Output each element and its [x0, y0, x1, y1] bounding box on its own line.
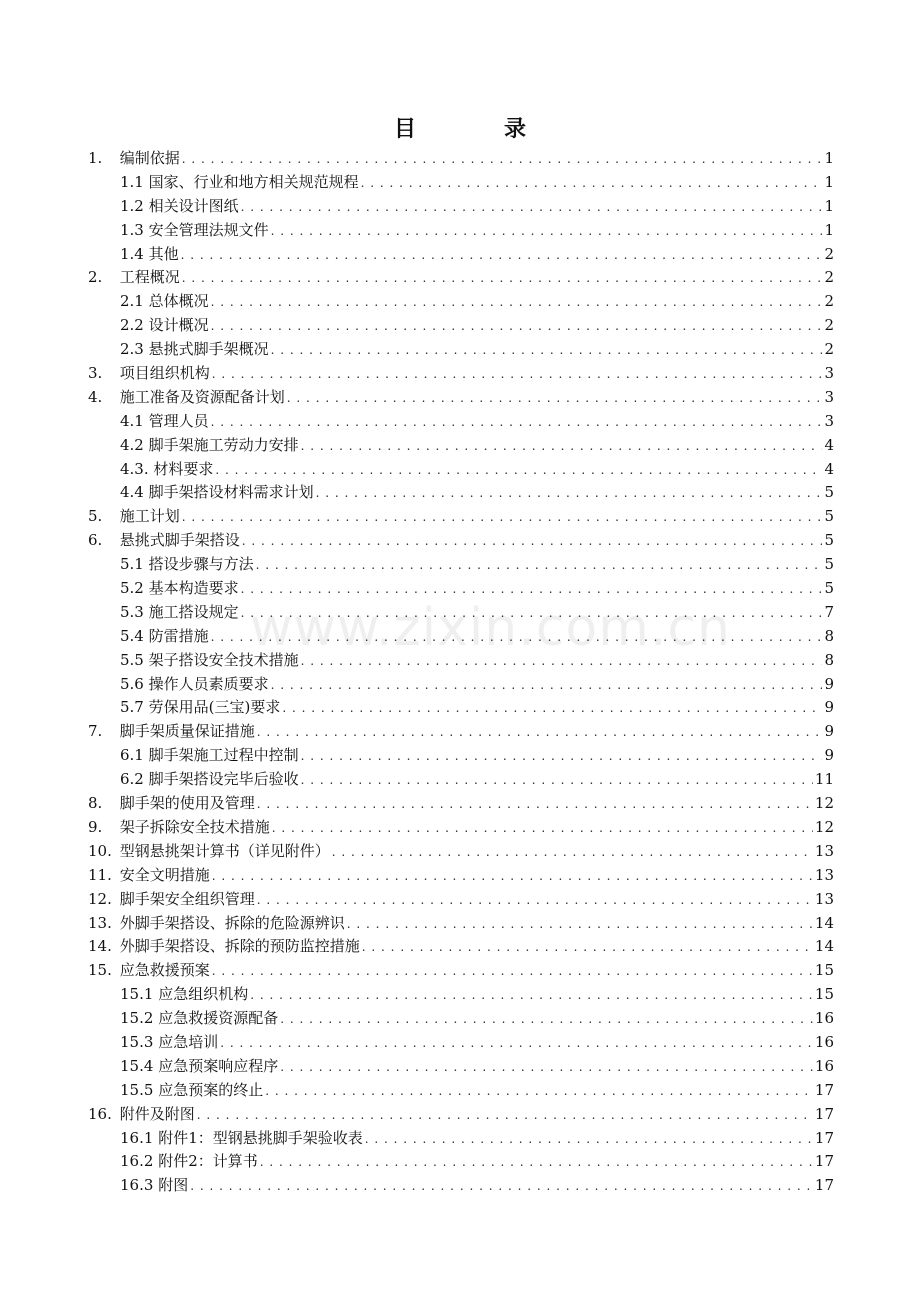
toc-leader-dots — [212, 362, 823, 387]
toc-page-number: 17 — [814, 1152, 834, 1171]
toc-entry-section[interactable] — [88, 983, 834, 1007]
toc-entry-label: 外脚手架搭设、拆除的危险源辨识 — [119, 913, 345, 932]
toc-page-number: 2 — [824, 316, 834, 335]
toc-entry-number: 9. — [88, 817, 103, 836]
toc-entry-label: 施工准备及资源配备计划 — [119, 387, 285, 406]
toc-entry-label: 操作人员素质要求 — [148, 674, 269, 693]
toc-leader-dots — [182, 147, 823, 172]
toc-page-number: 2 — [824, 244, 834, 263]
toc-entry-number: 15.1 — [120, 985, 154, 1004]
toc-entry-number: 6.2 — [120, 770, 144, 789]
toc-entry-label: 悬挑式脚手架概况 — [148, 340, 269, 359]
toc-entry-chapter[interactable] — [88, 386, 834, 410]
toc-entry-label: 外脚手架搭设、拆除的预防监控措施 — [119, 937, 360, 956]
toc-entry-number: 1.4 — [120, 244, 144, 263]
toc-entry-label: 脚手架安全组织管理 — [119, 889, 255, 908]
toc-leader-dots — [220, 1031, 813, 1056]
toc-entry-number: 10. — [88, 841, 112, 860]
toc-title-char-1: 目 — [393, 116, 416, 142]
toc-leader-dots — [256, 553, 823, 578]
toc-page-number: 9 — [824, 674, 834, 693]
toc-page-number: 14 — [814, 937, 834, 956]
toc-entry-section[interactable] — [88, 171, 834, 195]
toc-leader-dots — [287, 386, 823, 411]
toc-entry-label: 附件1：型钢悬挑脚手架验收表 — [158, 1128, 363, 1147]
toc-entry-chapter[interactable] — [88, 792, 834, 816]
toc-entry-section[interactable] — [88, 410, 834, 434]
toc-entry-label: 应急预案的终止 — [158, 1080, 264, 1099]
toc-entry-number: 15.3 — [120, 1032, 154, 1051]
toc-entry-label: 应急预案响应程序 — [158, 1056, 279, 1075]
toc-entry-section[interactable] — [88, 768, 834, 792]
toc-page-number: 5 — [824, 555, 834, 574]
toc-leader-dots — [212, 959, 813, 984]
toc-leader-dots — [215, 458, 822, 483]
toc-entry-chapter[interactable] — [88, 505, 834, 529]
toc-entry-number: 16.1 — [120, 1128, 154, 1147]
toc-entry-number: 12. — [88, 889, 112, 908]
toc-entry-section[interactable] — [88, 195, 834, 219]
toc-page-number: 1 — [824, 172, 834, 191]
toc-page-number: 5 — [824, 483, 834, 502]
toc-entry-number: 5.1 — [120, 555, 144, 574]
toc-page-number: 5 — [824, 507, 834, 526]
toc-page-number: 17 — [814, 1128, 834, 1147]
toc-page-number: 3 — [824, 411, 834, 430]
toc-entry-section[interactable] — [88, 1031, 834, 1055]
toc-entry-chapter[interactable] — [88, 362, 834, 386]
toc-entry-number: 14. — [88, 937, 112, 956]
toc-page-number: 2 — [824, 292, 834, 311]
toc-entry-number: 2. — [88, 268, 103, 287]
toc-leader-dots — [257, 888, 813, 913]
toc-leader-dots — [241, 195, 823, 220]
toc-entry-section[interactable] — [88, 673, 834, 697]
toc-entry-section[interactable] — [88, 1150, 834, 1174]
toc-entry-label: 基本构造要求 — [148, 579, 239, 598]
toc-leader-dots — [362, 935, 813, 960]
toc-leader-dots — [257, 720, 823, 745]
toc-entry-section[interactable] — [88, 1055, 834, 1079]
toc-page-number: 16 — [814, 1032, 834, 1051]
toc-leader-dots — [271, 338, 823, 363]
toc-leader-dots — [280, 1007, 813, 1032]
toc-page-number: 15 — [814, 985, 834, 1004]
toc-entry-number: 16.3 — [120, 1176, 154, 1195]
toc-entry-chapter[interactable] — [88, 816, 834, 840]
toc-page-number: 13 — [814, 889, 834, 908]
toc-leader-dots — [271, 673, 823, 698]
toc-entry-label: 国家、行业和地方相关规范规程 — [148, 172, 359, 191]
toc-entry-section[interactable] — [88, 1127, 834, 1151]
toc-page-number: 5 — [824, 579, 834, 598]
toc-entry-section[interactable] — [88, 601, 834, 625]
toc-entry-label: 脚手架的使用及管理 — [119, 794, 255, 813]
toc-entry-section[interactable] — [88, 1079, 834, 1103]
toc-entry-chapter[interactable] — [88, 720, 834, 744]
toc-entry-number: 4. — [88, 387, 103, 406]
toc-entry-label: 防雷措施 — [148, 626, 209, 645]
toc-entry-label: 其他 — [148, 244, 179, 263]
toc-entry-section[interactable] — [88, 1174, 834, 1198]
toc-entry-label: 脚手架搭设完毕后验收 — [148, 770, 299, 789]
toc-page-number: 12 — [814, 817, 834, 836]
toc-leader-dots — [181, 243, 823, 268]
toc-entry-section[interactable] — [88, 219, 834, 243]
toc-entry-number: 6.1 — [120, 746, 144, 765]
toc-entry-section[interactable] — [88, 314, 834, 338]
toc-leader-dots — [211, 314, 823, 339]
toc-entry-label: 设计概况 — [148, 316, 209, 335]
toc-entry-label: 材料要求 — [153, 459, 214, 478]
toc-entry-number: 5.2 — [120, 579, 144, 598]
toc-leader-dots — [272, 816, 813, 841]
toc-page-number: 17 — [814, 1104, 834, 1123]
toc-entry-section[interactable] — [88, 243, 834, 267]
toc-leader-dots — [197, 1103, 813, 1128]
toc-entry-label: 项目组织机构 — [119, 364, 210, 383]
toc-page-number: 9 — [824, 698, 834, 717]
toc-leader-dots — [260, 1150, 813, 1175]
toc-leader-dots — [211, 625, 823, 650]
toc-entry-label: 应急培训 — [158, 1032, 219, 1051]
toc-page-number: 5 — [824, 531, 834, 550]
toc-entry-number: 5. — [88, 507, 103, 526]
toc-page-number: 16 — [814, 1056, 834, 1075]
watermark: www.zixin.com.cn — [250, 598, 731, 658]
toc-leader-dots — [257, 792, 813, 817]
toc-entry-label: 架子拆除安全技术措施 — [119, 817, 270, 836]
toc-entry-number: 4.2 — [120, 435, 144, 454]
toc-leader-dots — [242, 529, 823, 554]
toc-leader-dots — [241, 601, 823, 626]
toc-page-number: 15 — [814, 961, 834, 980]
toc-entry-number: 15.5 — [120, 1080, 154, 1099]
toc-entry-number: 16.2 — [120, 1152, 154, 1171]
toc-entry-number: 3. — [88, 364, 103, 383]
toc-page-number: 11 — [814, 770, 834, 789]
toc-page-number: 13 — [814, 865, 834, 884]
toc-entry-number: 7. — [88, 722, 103, 741]
toc-page-number: 16 — [814, 1009, 834, 1028]
toc-entry-number: 1. — [88, 149, 103, 167]
toc-entry-section[interactable] — [88, 290, 834, 314]
toc-page-number: 1 — [824, 149, 834, 167]
toc-page-number: 2 — [824, 340, 834, 359]
toc-leader-dots — [212, 864, 813, 889]
toc-entry-label: 附件2：计算书 — [158, 1152, 258, 1171]
toc-leader-dots — [250, 983, 813, 1008]
toc-entry-chapter[interactable] — [88, 888, 834, 912]
toc-entry-section[interactable] — [88, 649, 834, 673]
toc-entry-label: 编制依据 — [119, 149, 180, 167]
toc-title-char-2: 录 — [504, 116, 527, 142]
toc-page-number: 4 — [824, 435, 834, 454]
toc-entry-label: 型钢悬挑架计算书（详见附件） — [119, 841, 330, 860]
toc-leader-dots — [182, 266, 823, 291]
toc-entry-number: 15.4 — [120, 1056, 154, 1075]
toc-entry-number: 1.2 — [120, 196, 144, 215]
toc-entry-label: 附图 — [158, 1176, 189, 1195]
toc-entry-label: 应急救援预案 — [119, 961, 210, 980]
toc-page-number: 17 — [814, 1176, 834, 1195]
toc-page-number: 12 — [814, 794, 834, 813]
toc-page-number: 8 — [824, 626, 834, 645]
toc-leader-dots — [271, 219, 823, 244]
toc-entry-number: 2.2 — [120, 316, 144, 335]
toc-entry-label: 劳保用品(三宝)要求 — [148, 698, 281, 717]
toc-entry-label: 搭设步骤与方法 — [148, 555, 254, 574]
toc-leader-dots — [280, 1055, 813, 1080]
toc-entry-label: 总体概况 — [148, 292, 209, 311]
toc-entry-label: 附件及附图 — [119, 1104, 195, 1123]
toc-entry-section[interactable] — [88, 553, 834, 577]
toc-entry-chapter[interactable] — [88, 1103, 834, 1127]
toc-page-number: 2 — [824, 268, 834, 287]
toc-page-number: 14 — [814, 913, 834, 932]
toc-leader-dots — [301, 434, 823, 459]
toc-entry-number: 5.3 — [120, 602, 144, 621]
toc-entry-chapter[interactable] — [88, 840, 834, 864]
toc-page-number: 9 — [824, 722, 834, 741]
toc-entry-chapter[interactable] — [88, 147, 834, 171]
table-of-contents — [88, 147, 834, 1198]
toc-entry-number: 6. — [88, 531, 103, 550]
toc-entry-label: 管理人员 — [148, 411, 209, 430]
toc-entry-number: 15. — [88, 961, 112, 980]
toc-leader-dots — [301, 649, 823, 674]
toc-page-number: 4 — [824, 459, 834, 478]
toc-title — [0, 112, 920, 143]
toc-entry-number: 5.6 — [120, 674, 144, 693]
toc-leader-dots — [361, 171, 823, 196]
toc-entry-number: 2.1 — [120, 292, 144, 311]
toc-entry-number: 5.5 — [120, 650, 144, 669]
toc-page-number: 17 — [814, 1080, 834, 1099]
toc-entry-number: 4.1 — [120, 411, 144, 430]
toc-page-number: 3 — [824, 387, 834, 406]
toc-leader-dots — [332, 840, 813, 865]
toc-entry-number: 11. — [88, 865, 112, 884]
toc-entry-label: 应急组织机构 — [158, 985, 249, 1004]
toc-entry-chapter[interactable] — [88, 959, 834, 983]
toc-leader-dots — [190, 1174, 813, 1199]
toc-entry-chapter[interactable] — [88, 935, 834, 959]
toc-entry-section[interactable] — [88, 744, 834, 768]
toc-entry-section[interactable] — [88, 458, 834, 482]
toc-page-number: 3 — [824, 364, 834, 383]
toc-page-number: 13 — [814, 841, 834, 860]
toc-entry-section[interactable] — [88, 481, 834, 505]
toc-entry-label: 安全管理法规文件 — [148, 220, 269, 239]
toc-page-number: 9 — [824, 746, 834, 765]
toc-page-number: 1 — [824, 220, 834, 239]
toc-entry-number: 16. — [88, 1104, 112, 1123]
toc-leader-dots — [241, 577, 823, 602]
toc-leader-dots — [301, 768, 813, 793]
toc-entry-label: 脚手架质量保证措施 — [119, 722, 255, 741]
toc-entry-number: 8. — [88, 794, 103, 813]
toc-entry-label: 相关设计图纸 — [148, 196, 239, 215]
toc-leader-dots — [301, 744, 823, 769]
toc-entry-number: 1.3 — [120, 220, 144, 239]
toc-entry-section[interactable] — [88, 696, 834, 720]
toc-entry-label: 施工计划 — [119, 507, 180, 526]
toc-leader-dots — [365, 1127, 813, 1152]
toc-entry-chapter[interactable] — [88, 529, 834, 553]
toc-entry-label: 施工搭设规定 — [148, 602, 239, 621]
toc-leader-dots — [211, 290, 823, 315]
toc-entry-number: 1.1 — [120, 172, 144, 191]
toc-entry-label: 安全文明措施 — [119, 865, 210, 884]
toc-entry-label: 脚手架施工过程中控制 — [148, 746, 299, 765]
toc-leader-dots — [211, 410, 823, 435]
toc-leader-dots — [347, 912, 813, 937]
toc-entry-chapter[interactable] — [88, 864, 834, 888]
toc-page-number: 1 — [824, 196, 834, 215]
toc-entry-number: 13. — [88, 913, 112, 932]
toc-leader-dots — [182, 505, 823, 530]
toc-leader-dots — [265, 1079, 813, 1104]
toc-leader-dots — [316, 481, 823, 506]
toc-entry-chapter[interactable] — [88, 912, 834, 936]
toc-entry-section[interactable] — [88, 577, 834, 601]
toc-entry-label: 工程概况 — [119, 268, 180, 287]
toc-entry-label: 脚手架搭设材料需求计划 — [148, 483, 314, 502]
toc-entry-section[interactable] — [88, 625, 834, 649]
toc-entry-number: 4.4 — [120, 483, 144, 502]
toc-entry-number: 2.3 — [120, 340, 144, 359]
toc-entry-section[interactable] — [88, 434, 834, 458]
toc-entry-section[interactable] — [88, 338, 834, 362]
toc-entry-label: 应急救援资源配备 — [158, 1009, 279, 1028]
toc-page-number: 8 — [824, 650, 834, 669]
toc-entry-label: 架子搭设安全技术措施 — [148, 650, 299, 669]
toc-entry-label: 悬挑式脚手架搭设 — [119, 531, 240, 550]
toc-page-number: 7 — [824, 602, 834, 621]
toc-entry-number: 4.3. — [120, 459, 149, 478]
toc-entry-number: 15.2 — [120, 1009, 154, 1028]
toc-entry-chapter[interactable] — [88, 266, 834, 290]
toc-entry-number: 5.7 — [120, 698, 144, 717]
toc-entry-label: 脚手架施工劳动力安排 — [148, 435, 299, 454]
toc-entry-section[interactable] — [88, 1007, 834, 1031]
toc-leader-dots — [282, 696, 822, 721]
toc-entry-number: 5.4 — [120, 626, 144, 645]
